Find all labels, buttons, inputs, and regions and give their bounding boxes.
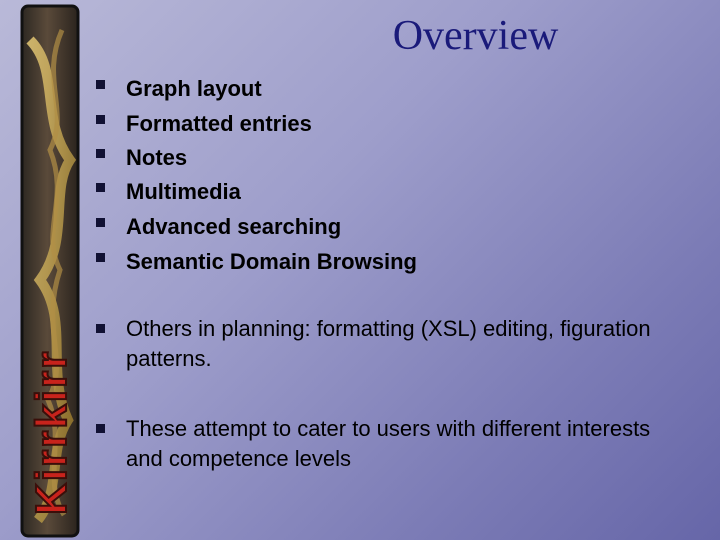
bullet-text: Semantic Domain Browsing [126,249,417,274]
kirrkirr-logo-art [0,0,86,540]
bullet-text: Multimedia [126,179,241,204]
square-bullet-icon [96,218,105,227]
square-bullet-icon [96,424,105,433]
square-bullet-icon [96,253,105,262]
bullet-text: Notes [126,145,188,170]
square-bullet-icon [96,149,105,158]
bullet-text: These attempt to cater to users with different interests and competence levels [126,416,651,471]
bullet-text: Advanced searching [126,214,342,239]
svg-text:Kirrkirr: Kirrkirr [27,349,76,515]
bullet-text: Graph layout [126,76,262,101]
kirrkirr-logo-strip [0,0,86,540]
bullet-text: Formatted entries [126,111,312,136]
square-bullet-icon [96,115,105,124]
bullet-text: Others in planning: formatting (XSL) editing, figuration patterns. [126,316,651,371]
square-bullet-icon [96,183,105,192]
slide-title: Overview [392,13,559,59]
square-bullet-icon [96,324,105,333]
square-bullet-icon [96,80,105,89]
